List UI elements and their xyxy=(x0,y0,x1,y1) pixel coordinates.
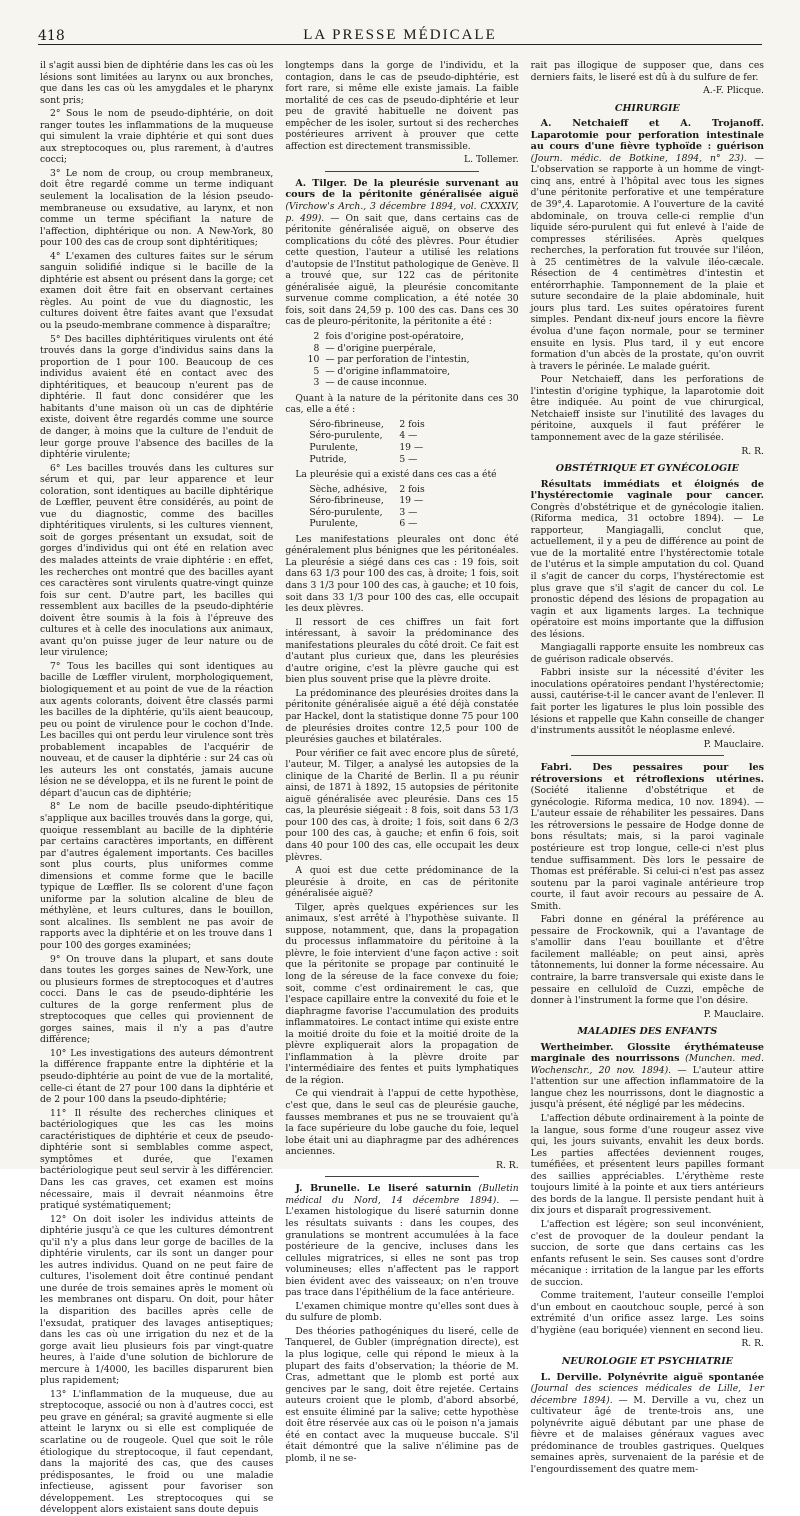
table-value: 19 — xyxy=(399,441,424,453)
table-label: Purulente, xyxy=(309,441,359,453)
article-heading: L. Derville. Polynévrite aiguë spontanée xyxy=(540,1371,764,1383)
paragraph: 12° On doit isoler les individus atteints de diphtérie jusqu'à ce que les cultures démontrent qu'il n'y a plus dans leur gorge de bacilles de la diphtérie virulents, car ils sont un danger pour les autres individus. Quand on ne peut faire de cultures, l'isolement doit être continué pendant une durée de trois semaines après le moment où les membranes ont disparu. On doit, pour hâter la disparition des bacilles après celle de l'exsudat, pratiquer des lavages antiseptiques; dans les cas où une irrigation du nez et de la gorge avait lieu plusieurs fois par vingt-quatre heures, à l'aide d'une solution de bichlorure de mercure à 1/4000, les bacilles disparurent bien plus rapidement; xyxy=(40,1213,274,1387)
paragraph: Tilger, après quelques expériences sur les animaux, s'est arrêté à l'hypothèse suivante. Il suppose, notamment, que, dans la propagation du processus inflammatoire du péritoine à la plèvre, le foie intervient d'une façon active : soit que la péritonite se propage par continuité le long de la séreuse de la face convexe du foie; soit, comme c'est ordinairement le cas, que l'espace capillaire entre la convexité du foie et le diaphragme favorise l'accumulation des produits inflammatoires. Le contact intime qui existe entre la moitié droite du foie et la moitié droite de la plèvre expliquerait alors la propagation de l'inflammation à la plèvre droite par l'intermédiaire des fentes et puits lymphatiques de la région. xyxy=(285,901,519,1086)
paragraph: Comme traitement, l'auteur conseille l'emploi d'un embout en caoutchouc souple, percé à son extrémité d'un orifice assez large. Les soins d'hygiène (eau boriquée) viennent en second lieu. xyxy=(530,1290,764,1336)
table-label: Séro-purulente, xyxy=(309,506,383,518)
paragraph: 9° On trouve dans la plupart, et sans doute dans toutes les gorges saines de New-York, une ou plusieurs formes de streptocoques et d'autres cocci. Dans le cas de pseudo-diphtérie les cultures de la gorge renferment plus de streptocoques que celles qui proviennent de gorges saines, mais il n'y a pas d'autre différence; xyxy=(40,953,274,1046)
column-middle xyxy=(285,60,519,1464)
list-count: 10 xyxy=(307,354,320,366)
paragraph: 7° Tous les bacilles qui sont identiques au bacille de Lœffler virulent, morphologiquement, biologiquement et au point de vue de la réaction aux agents colorants, doivent être classés parmi les bacilles de la diphtérie, qu'ils aient beaucoup, peu ou point de virulence pour le cochon d'Inde. Les bacilles qui ont perdu leur virulence sont très probablement incapables de l'acquérir de nouveau, et de causer la diphtérie : sur 24 cas où les auteurs les ont constatés, jamais aucune lésion ne se développa, et ils ne furent le point de départ d'aucun cas de diphtérie; xyxy=(40,660,274,799)
article-reference: (Munchen. med. Wochenschr., 20 nov. 1894). xyxy=(530,1053,764,1076)
article-body xyxy=(285,534,518,1158)
paragraph: 2° Sous le nom de pseudo-diphtérie, on doit ranger toutes les inflammations de la muqueuse qui simulent la vraie diphtérie et qui sont dues aux streptocoques ou, plus rarement, à d'autres cocci; xyxy=(40,108,274,166)
table-row xyxy=(309,430,518,442)
list-count: 3 xyxy=(313,377,320,389)
paragraph: Les manifestations pleurales ont donc été généralement plus bénignes que les péritonéales. La pleurésie a siégé dans ces cas : 19 fois, soit dans 63 1/3 pour 100 des cas, à droite; 1 fois, soit dans 3 1/3 pour 100 des cas, à gauche; et 10 fois, soit dans 33 1/3 pour 100 des cas, elle occupait les deux plèvres. xyxy=(285,533,519,615)
paragraph: — L'examen histologique du liseré saturnin donne les résultats suivants : dans les coupes, des granulations se montrent accumulées à la face postérieure de la gencive, incluses dans les cellules migratrices, si elles ne sont pas trop volumineuses; elles n'affectent pas le rapport bien évident avec des vaisseaux; on n'en trouve pas trace dans l'épithélium de la face antérieure. xyxy=(285,1194,519,1299)
section-title: NEUROLOGIE ET PSYCHIATRIE xyxy=(561,1355,733,1367)
article-wertheimber xyxy=(531,1042,764,1111)
table-value: 6 — xyxy=(399,518,418,530)
section-title: MALADIES DES ENFANTS xyxy=(577,1026,718,1038)
article-heading: A. Netchaieff et A. Trojanoff. Laparotomie pour perforation intestinale au cours d'une fièvre typhoïde : guérison xyxy=(530,118,764,153)
pleurisy-table xyxy=(309,484,518,530)
article-divider xyxy=(325,1176,478,1177)
paragraph: 3° Le nom de croup, ou croup membraneux, doit être regardé comme un terme indiquant seulement la localisation de la lésion pseudo-membraneuse ou exsudative, au larynx, et non comme un terme spécifiant la nature de l'affection, diphtérique ou non. A New-York, 80 pour 100 des cas de croup sont diphtéritiques; xyxy=(40,167,274,249)
paragraph: Des théories pathogéniques du liseré, celle de Tanquerel, de Gubler (imprégnation directe), est la plus logique, celle qui répond le mieux à la plupart des faits d'observation; la théorie de M. Cras, admettant que le plomb est porté aux gencives par le sang, doit être rejetée. Certains auteurs croient que le plomb, d'abord absorbé, est ensuite éliminé par la salive; cette hypothèse doit être réservée aux cas où le poison n'a jamais été en contact avec la muqueuse buccale. S'il était démontré que la salive n'élimine pas de plomb, il ne se- xyxy=(285,1325,519,1464)
origin-list xyxy=(301,331,518,389)
paragraph: Congrès d'obstétrique et de gynécologie italien. (Riforma medica, 31 octobre 1894). — Le rapporteur, Mangiagalli, conclut que, actuellement, il y a peu de différence au point de vue de la mortalité entre l'hystérectomie totale de l'utérus et la simple amputation du col. Quand il s'agit de cancer du corps, l'hystérectomie est plus grave que s'il s'agit de cancer du col. Le pronostic dépend des lésions de propagation au vagin et aux ligaments larges. La technique opératoire est moins importante que la diffusion des lésions. xyxy=(530,501,764,640)
list-text: — d'origine inflammatoire, xyxy=(325,365,451,377)
author-signature: P. Mauclaire. xyxy=(703,1008,764,1020)
list-text: — par perforation de l'intestin, xyxy=(325,354,470,366)
table-value: 3 — xyxy=(399,506,418,518)
article-hysterectomy xyxy=(531,479,764,641)
article-reference: (Bulletin médical du Nord, 14 décembre 1894). xyxy=(285,1183,519,1206)
list-text: fois d'origine post-opératoire, xyxy=(325,331,464,343)
paragraph: rait pas illogique de supposer que, dans ces derniers faits, le liseré est dû à du sulfure de fer. xyxy=(530,60,764,83)
article-reference: (Virchow's Arch., 3 décembre 1894, vol. CXXXIV, p. 499). xyxy=(285,201,519,224)
article-netchaieff xyxy=(531,118,764,372)
table-row xyxy=(309,419,518,431)
paragraph: il s'agit aussi bien de diphtérie dans les cas où les lésions sont limitées au larynx ou aux bronches, que dans les cas où les amygdales et le pharynx sont pris; xyxy=(40,60,274,106)
list-item xyxy=(301,377,518,389)
table-label: Sèche, adhésive, xyxy=(309,483,388,495)
author-signature: R. R. xyxy=(741,1338,764,1350)
author-signature: R. R. xyxy=(496,1159,519,1171)
author-signature: P. Mauclaire. xyxy=(703,738,764,750)
table-row xyxy=(309,495,518,507)
paragraph: — L'auteur attire l'attention sur une affection inflammatoire de la langue chez les nourrissons, dont le diagnostic a jusqu'à présent, été négligé par les médecins. xyxy=(530,1064,764,1111)
table-row xyxy=(309,507,518,519)
page-header xyxy=(38,22,762,45)
column-right xyxy=(530,60,764,1475)
table-row xyxy=(309,442,518,454)
table-value: 5 — xyxy=(399,453,418,465)
paragraph: 4° L'examen des cultures faites sur le sérum sanguin solidifié indique si le bacille de la diphtérie est absent ou présent dans la gorge; cet examen doit être fait en observant certaines règles. Au point de vue du diagnostic, les cultures doivent être faites avant que l'exsudat ou la pseudo-membrane commence à disparaître; xyxy=(40,250,274,332)
article-reference: (Journal des sciences médicales de Lille, 1er décembre 1894). xyxy=(530,1383,764,1406)
nature-table xyxy=(309,419,518,465)
paragraph: 10° Les investigations des auteurs démontrent la différence frappante entre la diphtérie et la pseudo-diphtérie au point de vue de la mortalité, celle-ci étant de 27 pour 100 dans la diphtérie et de 2 pour 100 dans la pseudo-diphtérie; xyxy=(40,1047,274,1106)
paragraph: 13° L'inflammation de la muqueuse, due au streptocoque, associé ou non à d'autres cocci, est peu grave en général; sa gravité augmente si elle atteint le larynx ou si elle est compliquée de scarlatine ou de rougeole. Quel que soit le rôle étiologique du streptocoque, il faut cependant, dans la majorité des cas, que des causes prédisposantes, le froid ou une maladie infectieuse, agissent pour favoriser son développement. Les streptocoques qui se développent alors existaient sans doute depuis xyxy=(40,1388,274,1516)
article-tilger xyxy=(285,178,518,328)
page-number: 418 xyxy=(38,28,65,44)
table-label: Séro-fibrineuse, xyxy=(309,495,384,507)
list-count: 2 xyxy=(313,331,320,343)
list-item xyxy=(301,354,518,366)
paragraph: 11° Il résulte des recherches cliniques et bactériologiques que les cas les moins caractéristiques de diphtérie et ceux de pseudo-diphtérie sont si semblables comme aspect, symptômes et durée, que l'examen bactériologique peut seul servir à les différencier. Dans les cas graves, cet examen est moins nécessaire, mais il devrait néanmoins être pratiqué systématiquement; xyxy=(40,1107,274,1212)
article-heading: Fabri. Des pessaires pour les rétroversions et rétroflexions utérines. xyxy=(530,762,764,785)
article-divider xyxy=(325,171,478,172)
table-row xyxy=(309,484,518,496)
paragraph: Fabri donne en général la préférence au pessaire de Frockownik, qui a l'avantage de s'amollir dans l'eau bouillante et d'être facilement malléable; on peut ainsi, après tâtonnements, lui donner la forme nécessaire. Au contraire, la barre transversale qui existe dans le pessaire en celluloïd de Cuzzi, empêche de donner à l'instrument la forme que l'on désire. xyxy=(530,914,764,1007)
article-derville xyxy=(531,1372,764,1476)
table-label: Séro-fibrineuse, xyxy=(309,418,384,430)
paragraph: — On sait que, dans certains cas de péritonite généralisée aiguë, on observe des complications du côté des plèvres. Pour étudier cette question, l'auteur a utilisé les relations d'autopsie de l'Institut pathologique de Genève. Il a trouvé que, sur 122 cas de péritonite généralisée aiguë, la pleurésie concomitante survenue comme complication, a été notée 30 fois, soit dans 24,59 p. 100 des cas. Dans ces 30 cas de pleuro-péritonite, la péritonite a été : xyxy=(285,212,519,328)
paragraph: L'affection est légère; son seul inconvénient, c'est de provoquer de la douleur pendant la succion, de sorte que dans certains cas les enfants refusent le sein. Ses causes sont d'ordre mécanique : irritation de la langue par les efforts de succion. xyxy=(530,1218,764,1288)
list-count: 5 xyxy=(313,365,320,377)
table-label: Purulente, xyxy=(309,518,359,530)
paragraph: Ce qui viendrait à l'appui de cette hypothèse, c'est que, dans le seul cas de pleurésie gauche, fausses membranes et pus ne se trouvaient qu'à la face supérieure du lobe gauche du foie, lequel lobe était uni au diaphragme par des adhérences anciennes. xyxy=(285,1088,519,1158)
list-item xyxy=(301,343,518,355)
table-row xyxy=(309,454,518,466)
list-item xyxy=(301,331,518,343)
column-left xyxy=(40,60,274,1516)
paragraph: Il ressort de ces chiffres un fait fort intéressant, à savoir la prédominance des manifestations pleurales du côté droit. Ce fait est d'autant plus curieux que, dans les pleurésies d'autre origine, c'est la plèvre gauche qui est bien plus souvent prise que la plèvre droite. xyxy=(285,616,519,686)
list-text: — d'origine puerpérale, xyxy=(325,342,436,354)
paragraph: Mangiagalli rapporte ensuite les nombreux cas de guérison radicale observés. xyxy=(530,642,764,665)
article-brunelle xyxy=(285,1183,518,1298)
paragraph: longtemps dans la gorge de l'individu, et la contagion, dans le cas de pseudo-diphtérie, est fort rare, si même elle existe jamais. La faible mortalité de ces cas de pseudo-diphtérie et leur peu de gravité habituelle ne doivent pas empêcher de les isoler, surtout si des recherches postérieures arrivent à prouver que cette affection est directement transmissible. xyxy=(285,60,519,152)
paragraph: A quoi est due cette prédominance de la pleurésie à droite, en cas de péritonite généralisée aiguë? xyxy=(285,865,519,900)
article-fabri xyxy=(531,762,764,912)
table-row xyxy=(309,518,518,530)
article-heading: J. Brunelle. Le liseré saturnin xyxy=(295,1183,472,1195)
paragraph: L'examen chimique montre qu'elles sont dues à du sulfure de plomb. xyxy=(285,1300,519,1324)
section-title: OBSTÉTRIQUE ET GYNÉCOLOGIE xyxy=(555,463,739,475)
paragraph: L'affection débute ordinairement à la pointe de la langue, sous forme d'une rougeur assez vive qui, les jours suivants, envahit les deux bords. Les parties affectées deviennent rouges, tuméfiées, et présentent leurs papilles formant des saillies appréciables. L'érythème reste toujours limité à la pointe et aux tiers antérieurs des bords de la langue. Il persiste pendant huit à dix jours et disparaît progressivement. xyxy=(530,1113,764,1217)
table-value: 2 fois xyxy=(399,418,425,430)
article-reference: (Journ. médic. de Botkine, 1894, n° 23). xyxy=(530,152,747,164)
paragraph: Fabbri insiste sur la nécessité d'éviter les inoculations opératoires pendant l'hystérectomie; aussi, cautérise-t-il le cancer avant de l'enlever. Il fait porter les ligatures le plus loin possible des lésions et rappelle que Kahn conseille de changer d'instruments aussitôt le néoplasme enlevé. xyxy=(530,667,764,737)
journal-title: LA PRESSE MÉDICALE xyxy=(303,27,497,43)
list-count: 8 xyxy=(313,342,320,354)
article-divider xyxy=(571,755,724,756)
section-title: CHIRURGIE xyxy=(614,102,680,114)
paragraph: La pleurésie qui a existé dans ces cas a été xyxy=(295,469,497,481)
paragraph: — M. Derville a vu, chez un cultivateur âgé de trente-trois ans, une polynévrite aiguë débutant par une phase de fièvre et de malaises généraux vagues avec prédominance de troubles gastriques. Quelques semaines après, survenaient de la parésie et de l'engourdissement des quatre mem- xyxy=(530,1394,764,1475)
author-signature: R. R. xyxy=(741,445,764,457)
paragraph: — L'observation se rapporte à un homme de vingt-cinq ans, entré à l'hôpital avec tous les signes d'une péritonite perforative et une température de 39°,4. Laparotomie. A l'ouverture de la cavité abdominale, on trouva celle-ci remplie d'un liquide séro-purulent qui fut enlevé à l'aide de compresses stérilisées. Après quelques recherches, la perforation fut trouvée sur l'iléon, à 25 centimètres de la valvule iléo-cæcale. Résection de 4 centimètres d'intestin et entérorrhaphie. Tamponnement de la plaie et suture secondaire de la plaie abdominale, huit jours plus tard. Les suites opératoires furent simples. Pendant dix-neuf jours encore la fièvre évolua d'une façon normale, pour se terminer ensuite en lysis. Plus tard, il y eut encore formation d'un abcès de la prostate, qu'on ouvrit à travers le périnée. Le malade guérit. xyxy=(530,152,764,372)
paragraph: 8° Le nom de bacille pseudo-diphtéritique s'applique aux bacilles trouvés dans la gorge, qui, quoique ressemblant au bacille de la diphtérie par certains caractères importants, en diffèrent par d'autres également importants. Ces bacilles sont plus courts, plus uniformes comme dimensions et comme forme que le bacille typique de Lœffler. Ils se colorent d'une façon uniforme par la solution alcaline de bleu de méthylène, et leurs cultures, dans le bouillon, sont alcalines. Ils semblent ne pas avoir de rapports avec la diphtérie et on les trouve dans 1 pour 100 des gorges examinées; xyxy=(40,801,274,952)
paragraph: 6° Les bacilles trouvés dans les cultures sur sérum et qui, par leur apparence et leur coloration, sont identiques au bacille diphtérique de Lœffler, peuvent être considérés, au point de vue du diagnostic, comme des bacilles diphtéritiques virulents, si les cultures viennent, soit de gorges présentant un exsudat, soit de gorges d'individus qui ont été en relation avec des malades atteints de vraie diphtérie : en effet, les recherches ont montré que des bacilles ayant ces caractères sont virulents quatre-vingt quinze fois sur cent. D'autre part, les bacilles qui ressemblent aux bacilles de la pseudo-diphtérie doivent être soumis à la fois à l'épreuve des cultures et à celle des inoculations aux animaux, avant qu'on puisse juger de leur nature ou de leur virulence; xyxy=(40,462,274,659)
paragraph: La prédominance des pleurésies droites dans la péritonite généralisée aiguë a été déjà constatée par Hackel, dont la statistique donne 75 pour 100 de pleurésies droites contre 12,5 pour 100 de pleurésies gauches et bilatérales. xyxy=(285,687,519,746)
list-item xyxy=(301,366,518,378)
list-text: — de cause inconnue. xyxy=(325,377,427,389)
article-heading: Résultats immédiats et éloignés de l'hystérectomie vaginale pour cancer. xyxy=(530,478,764,502)
paragraph: Pour Netchaieff, dans les perforations de l'intestin d'origine typhique, la laparotomie doit être indiquée. Au point de vue chirurgical, Netchaieff insiste sur l'inutilité des lavages du péritoine, auxquels il faut préférer le tamponnement avec de la gaze stérilisée. xyxy=(530,374,764,443)
paragraph: Pour vérifier ce fait avec encore plus de sûreté, l'auteur, M. Tilger, a analysé les autopsies de la clinique de la Charité de Berlin. Il a pu réunir ainsi, de 1871 à 1892, 15 autopsies de péritonite aiguë généralisée avec pleurésie. Dans ces 15 cas, la pleurésie siégeait : 8 fois, soit dans 53 1/3 pour 100 des cas, à droite; 1 fois, soit dans 6 2/3 pour 100 des cas, à gauche; et enfin 6 fois, soit dans 40 pour 100 des cas, elle occupait les deux plèvres. xyxy=(285,747,519,863)
table-value: 2 fois xyxy=(399,483,425,495)
table-value: 19 — xyxy=(399,495,424,507)
author-signature: A.-F. Plicque. xyxy=(703,85,764,97)
article-heading: A. Tilger. De la pleurésie survenant au cours de la péritonite généralisée aiguë xyxy=(285,177,519,201)
table-label: Séro-purulente, xyxy=(309,430,383,442)
paragraph: Quant à la nature de la péritonite dans ces 30 cas, elle a été : xyxy=(285,392,519,416)
article-heading: Wertheimber. Glossite érythémateuse marginale des nourrissons xyxy=(530,1041,764,1065)
paragraph: (Société italienne d'obstétrique et de gynécologie. Riforma medica, 10 nov. 1894). — L'auteur essaie de réhabiliter les pessaires. Dans les rétroversions le pessaire de Hodge donne de bons résultats; mais, si la paroi vaginale postérieure est trop longue, celle-ci n'est plus tendue suffisamment. Dès lors le pessaire de Thomas est préférable. Si celui-ci n'est pas assez soutenu par la paroi vaginale antérieure trop courte, il faut avoir recours au pessaire de A. Smith. xyxy=(530,785,764,912)
table-label: Putride, xyxy=(309,453,347,465)
table-value: 4 — xyxy=(399,430,418,442)
paragraph: 5° Des bacilles diphtéritiques virulents ont été trouvés dans la gorge d'individus sains dans la proportion de 1 pour 100. Beaucoup de ces individus avaient été en contact avec des diphtéritiques, et beaucoup n'eurent pas de diphtérie. Il faut donc considérer que les habitants d'une maison où un cas de diphtérie existe, doivent être regardés comme une source de danger, à moins que la culture de l'enduit de leur gorge prouve l'absence des bacilles de la diphtérie virulente; xyxy=(40,333,274,461)
author-signature: L. Tollemer. xyxy=(464,154,519,166)
